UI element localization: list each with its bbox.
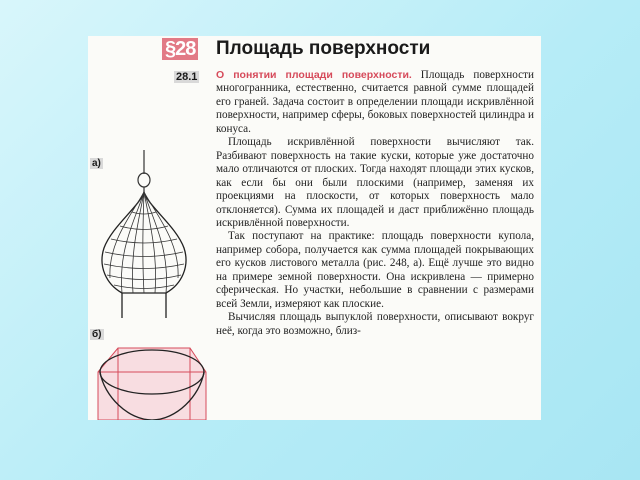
paragraph-1-text: Площадь поверхности многогранника, естественно, считается равной сумме площадей его граней. Задача состоит в определении площади искривлённой поверхности, например сферы, боковых поверхностей цилиндра и конуса. — [216, 69, 534, 135]
section-title: Площадь поверхности — [216, 38, 431, 59]
textbook-page — [88, 36, 541, 420]
section-header — [88, 36, 541, 66]
prism-sphere-figure — [88, 336, 210, 420]
section-number-badge: §28 — [162, 38, 198, 60]
onion-dome-figure — [92, 148, 206, 318]
paragraph-2: Площадь искривлённой поверхности вычисляют так. Разбивают поверхность на такие куски, которые уже достаточно мало отличаются от плоских. Тогда находят площади этих кусков, как если бы они были плоскими (например, заменяя их проекциями на плоскости, от которых поверхность мало отклоняется). Сумма их площадей и даст приближённо площадь искривлённой поверхности. — [216, 136, 534, 229]
figure-a-label: а) — [92, 158, 101, 169]
paragraph-1 — [216, 69, 534, 136]
subsection-number: 28.1 — [176, 71, 198, 83]
paragraph-3: Так поступают на практике: площадь поверхности купола, например собора, получается как сумма площадей покрывающих его кусков листового металла (рис. 248, а). Ещё лучше это видно на примере земной поверхности. Она искривлена — примерно сферическая. Но участки, небольшие в сравнении с размерами всей Земли, измеряют как плоские. — [216, 230, 534, 310]
paragraph-4: Вычисляя площадь выпуклой поверхности, описывают вокруг неё, когда это возможно, близ- — [216, 311, 534, 337]
figure-b-label: б) — [92, 329, 102, 340]
body-text — [216, 69, 534, 338]
subsection-lead: О понятии площади поверхности. — [216, 69, 412, 81]
